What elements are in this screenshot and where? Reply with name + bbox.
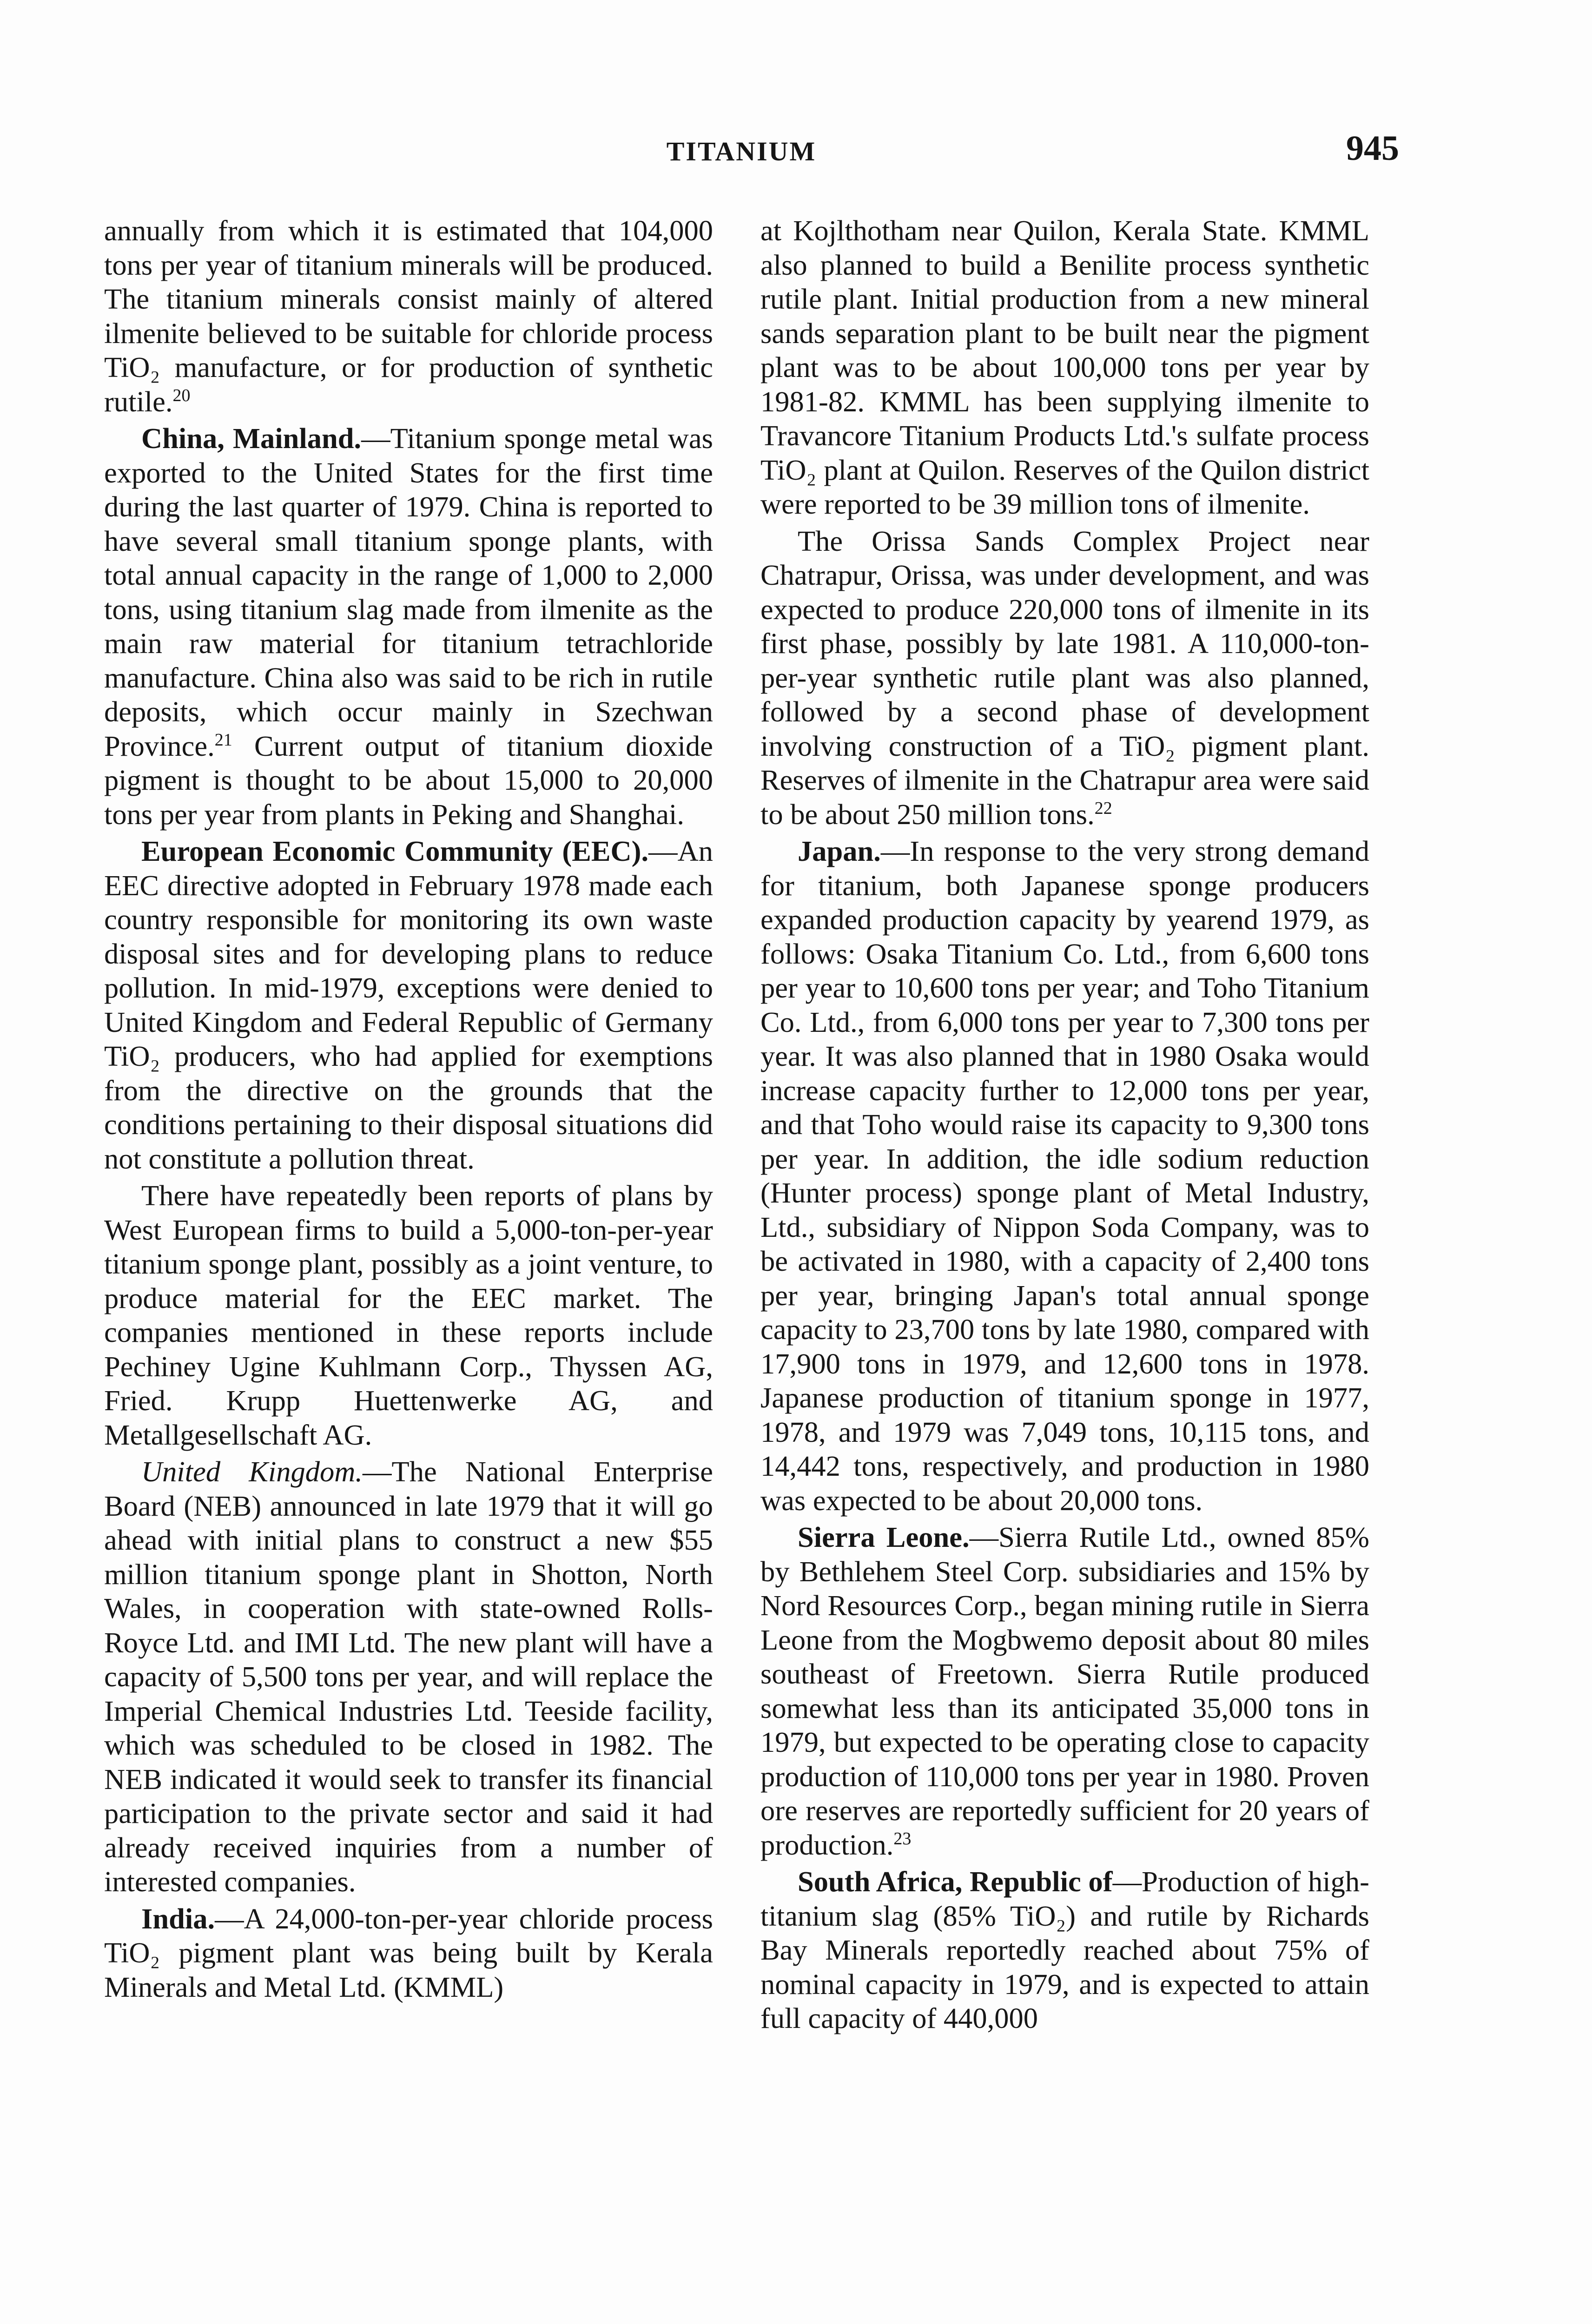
paragraph-text: The Orissa Sands Complex Project near Chatrapur, Orissa, was under development, and was expected to produce 220,000 tons of ilmenite in its first phase, possibly by late 1981. A 110,000-ton-per-year synthetic rutile plant was also planned, followed by a second phase of development involving construction of a TiO₂ pigment plant. Reserves of ilmenite in the Chatrapur area were said to be about 250 million tons.	[760, 524, 1369, 831]
right-column	[760, 214, 1369, 2036]
paragraph-text: —In response to the very strong demand for titanium, both Japanese sponge producers expanded production capacity by yearend 1979, as follows: Osaka Titanium Co. Ltd., from 6,600 tons per year to 10,600 tons per year; and Toho Titanium Co. Ltd., from 6,000 tons per year to 7,300 tons per year. It was also planned that in 1980 Osaka would increase capacity further to 12,000 tons per year, and that Toho would raise its capacity to 9,300 tons per year. In addition, the idle sodium reduction (Hunter process) sponge plant of Metal Industry, Ltd., subsidiary of Nippon Soda Company, was to be activated in 1980, with a capacity of 2,400 tons per year, bringing Japan's total annual sponge capacity to 23,700 tons by late 1980, compared with 17,900 tons in 1979, and 12,600 tons in 1978. Japanese production of titanium sponge in 1977, 1978, and 1979 was 7,049 tons, 10,115 tons, and 14,442 tons, respectively, and production in 1980 was expected to be about 20,000 tons.	[760, 835, 1369, 1517]
paragraph-text: —Titanium sponge metal was exported to the United States for the first time during the last quarter of 1979. China is reported to have several small titanium sponge plants, with total annual capacity in the range of 1,000 to 2,000 tons, using titanium slag made from ilmenite as the main raw material for titanium tetrachloride manufacture. China also was said to be rich in rutile deposits, which occur mainly in Szechwan Province.	[104, 422, 713, 762]
running-header-title: TITANIUM	[666, 136, 817, 166]
section-heading-eec: European Economic Community (EEC).	[141, 835, 649, 867]
paragraph-text: —The National Enterprise Board (NEB) announced in late 1979 that it will go ahead with initial plans to construct a new $55 million titanium sponge plant in Shotton, North Wales, in cooperation with state-owned Rolls-Royce Ltd. and IMI Ltd. The new plant will have a capacity of 5,500 tons per year, and will replace the Imperial Chemical Industries Ltd. Teeside facility, which was scheduled to be closed in 1982. The NEB indicated it would seek to transfer its financial participation to the private sector and said it had already received inquiries from a number of interested companies.	[104, 1455, 713, 1898]
section-heading-japan: Japan.	[798, 835, 881, 867]
paragraph-eec-sponge: There have repeatedly been reports of plans by West European firms to build a 5,000-ton-per-year titanium sponge plant, possibly as a joint venture, to produce material for the EEC market. The companies mentioned in these reports include Pechiney Ugine Kuhlmann Corp., Thyssen AG, Fried. Krupp Huettenwerke AG, and Metallgesellschaft AG.	[104, 1179, 713, 1451]
paragraph-text: —A 24,000-ton-per-year chloride process TiO₂ pigment plant was being built by Kerala Minerals and Metal Ltd. (KMML)	[104, 1902, 713, 2003]
footnote-ref: 21	[214, 730, 232, 750]
paragraph-text: annually from which it is estimated that 104,000 tons per year of titanium minerals will be produced. The titanium minerals consist mainly of altered ilmenite believed to be suitable for chloride process TiO₂ manufacture, or for production of synthetic rutile.	[104, 214, 713, 418]
footnote-ref: 20	[172, 385, 191, 405]
section-heading-south-africa: South Africa, Republic of	[798, 1865, 1113, 1898]
paragraph-south-africa	[760, 1865, 1369, 2036]
paragraph-united-kingdom	[104, 1455, 713, 1899]
section-heading-united-kingdom: United Kingdom.	[141, 1455, 363, 1488]
paragraph-text: —An EEC directive adopted in February 1978 made each country responsible for monitoring its own waste disposal sites and for developing plans to reduce pollution. In mid-1979, exceptions were denied to United Kingdom and Federal Republic of Germany TiO₂ producers, who had applied for exemptions from the directive on the grounds that the conditions pertaining to their disposal situations did not constitute a pollution threat.	[104, 835, 713, 1175]
paragraph-kerala: at Kojlthotham near Quilon, Kerala State. KMML also planned to build a Benilite process synthetic rutile plant. Initial production from a new mineral sands separation plant to be built near the pigment plant was to be about 100,000 tons per year by 1981-82. KMML has been supplying ilmenite to Travancore Titanium Products Ltd.'s sulfate process TiO₂ plant at Quilon. Reserves of the Quilon district were reported to be 39 million tons of ilmenite.	[760, 214, 1369, 520]
footnote-ref: 23	[893, 1829, 912, 1849]
paragraph-orissa	[760, 524, 1369, 832]
section-heading-india: India.	[141, 1902, 215, 1935]
paragraph-text: Current output of titanium dioxide pigment is thought to be about 15,000 to 20,000 tons per year from plants in Peking and Shanghai.	[104, 729, 713, 831]
paragraph-text: —Sierra Rutile Ltd., owned 85% by Bethlehem Steel Corp. subsidiaries and 15% by Nord Resources Corp., began mining rutile in Sierra Leone from the Mogbwemo deposit about 80 miles southeast of Freetown. Sierra Rutile produced somewhat less than its anticipated 35,000 tons in 1979, but expected to be operating close to capacity production of 110,000 tons per year in 1980. Proven ore reserves are reportedly sufficient for 20 years of production.	[760, 1521, 1369, 1861]
paragraph-india	[104, 1902, 713, 2005]
left-column	[104, 214, 713, 2004]
section-heading-china: China, Mainland.	[141, 422, 362, 455]
paragraph-japan	[760, 834, 1369, 1518]
paragraph-text: —Production of high-titanium slag (85% TiO₂) and rutile by Richards Bay Minerals reportedly reached about 75% of nominal capacity in 1979, and is expected to attain full capacity of 440,000	[760, 1865, 1369, 2034]
section-heading-sierra-leone: Sierra Leone.	[798, 1521, 970, 1553]
paragraph-sierra-leone	[760, 1520, 1369, 1862]
footnote-ref: 22	[1094, 798, 1112, 818]
paragraph-continuation	[104, 214, 713, 419]
paragraph-china	[104, 422, 713, 832]
paragraph-eec	[104, 834, 713, 1176]
page-number: 945	[1346, 129, 1399, 168]
